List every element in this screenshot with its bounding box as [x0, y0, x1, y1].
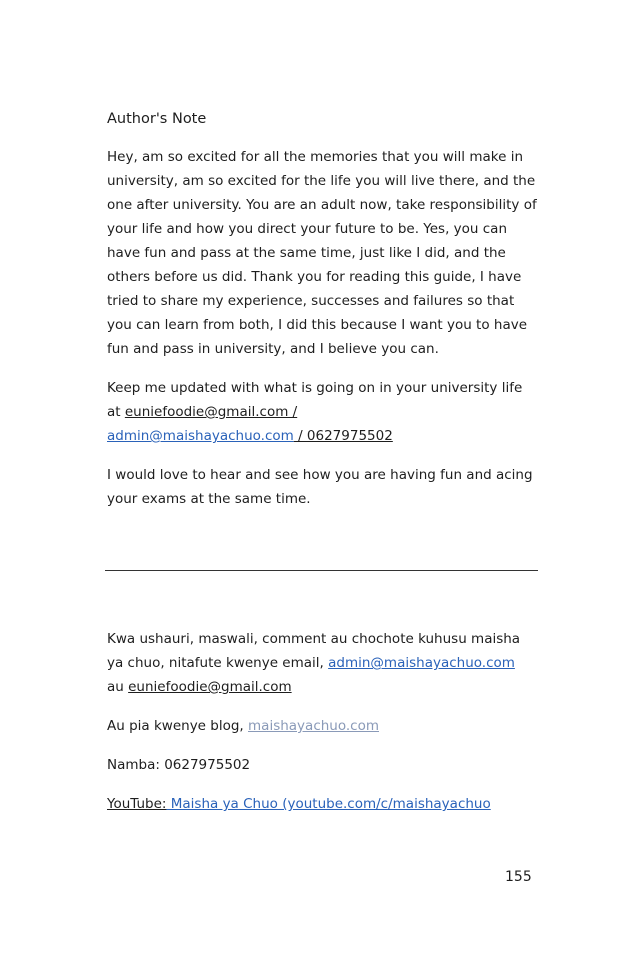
contact-paragraph — [107, 376, 539, 448]
swahili-admin-email-link[interactable]: admin@maishayachuo.com — [328, 655, 515, 671]
note-paragraph: Hey, am so excited for all the memories that you will make in university, am so excited for the life you will live there, and the one after university. You are an adult now, take responsibility of your life and how you direct your future to be. Yes, you can have fun and pass at the same time, just like I did, and the others before us did. Thank you for reading this guide, I have tried to share my experience, successes and failures so that you can learn from both, I did this because I want you to have fun and pass in university, and I believe you can. — [107, 149, 537, 357]
swahili-au-text: au — [107, 679, 129, 695]
blog-link[interactable]: maishayachuo.com — [248, 718, 379, 734]
page-number: 155 — [505, 869, 532, 885]
swahili-contact-paragraph — [107, 627, 539, 699]
blog-line — [107, 714, 539, 738]
youtube-link[interactable]: Maisha ya Chuo (youtube.com/c/maishayachuo — [166, 796, 491, 812]
section-divider — [105, 570, 538, 571]
youtube-line — [107, 792, 539, 816]
swahili-email-link[interactable]: euniefoodie@gmail.com — [128, 679, 292, 695]
admin-email-link[interactable]: admin@maishayachuo.com — [107, 428, 294, 444]
youtube-label[interactable]: YouTube: — [107, 796, 167, 812]
swahili-intro-text: Kwa ushauri, maswali, comment au chochote kuhusu maisha ya chuo, nitafute kwenye email, — [107, 631, 521, 671]
closing-paragraph: I would love to hear and see how you are having fun and acing your exams at the same time. — [107, 467, 533, 507]
section-title: Author's Note — [107, 111, 207, 127]
swahili-contact-section — [107, 627, 539, 831]
authors-note-section — [107, 107, 539, 511]
blog-label: Au pia kwenye blog, — [107, 718, 249, 734]
phone-line: Namba: 0627975502 — [107, 757, 251, 773]
email-link[interactable]: euniefoodie@gmail.com / — [124, 404, 298, 420]
contact-intro-text: Keep me updated with what is going on in your university life at — [107, 380, 523, 420]
phone-number[interactable]: / 0627975502 — [293, 428, 393, 444]
